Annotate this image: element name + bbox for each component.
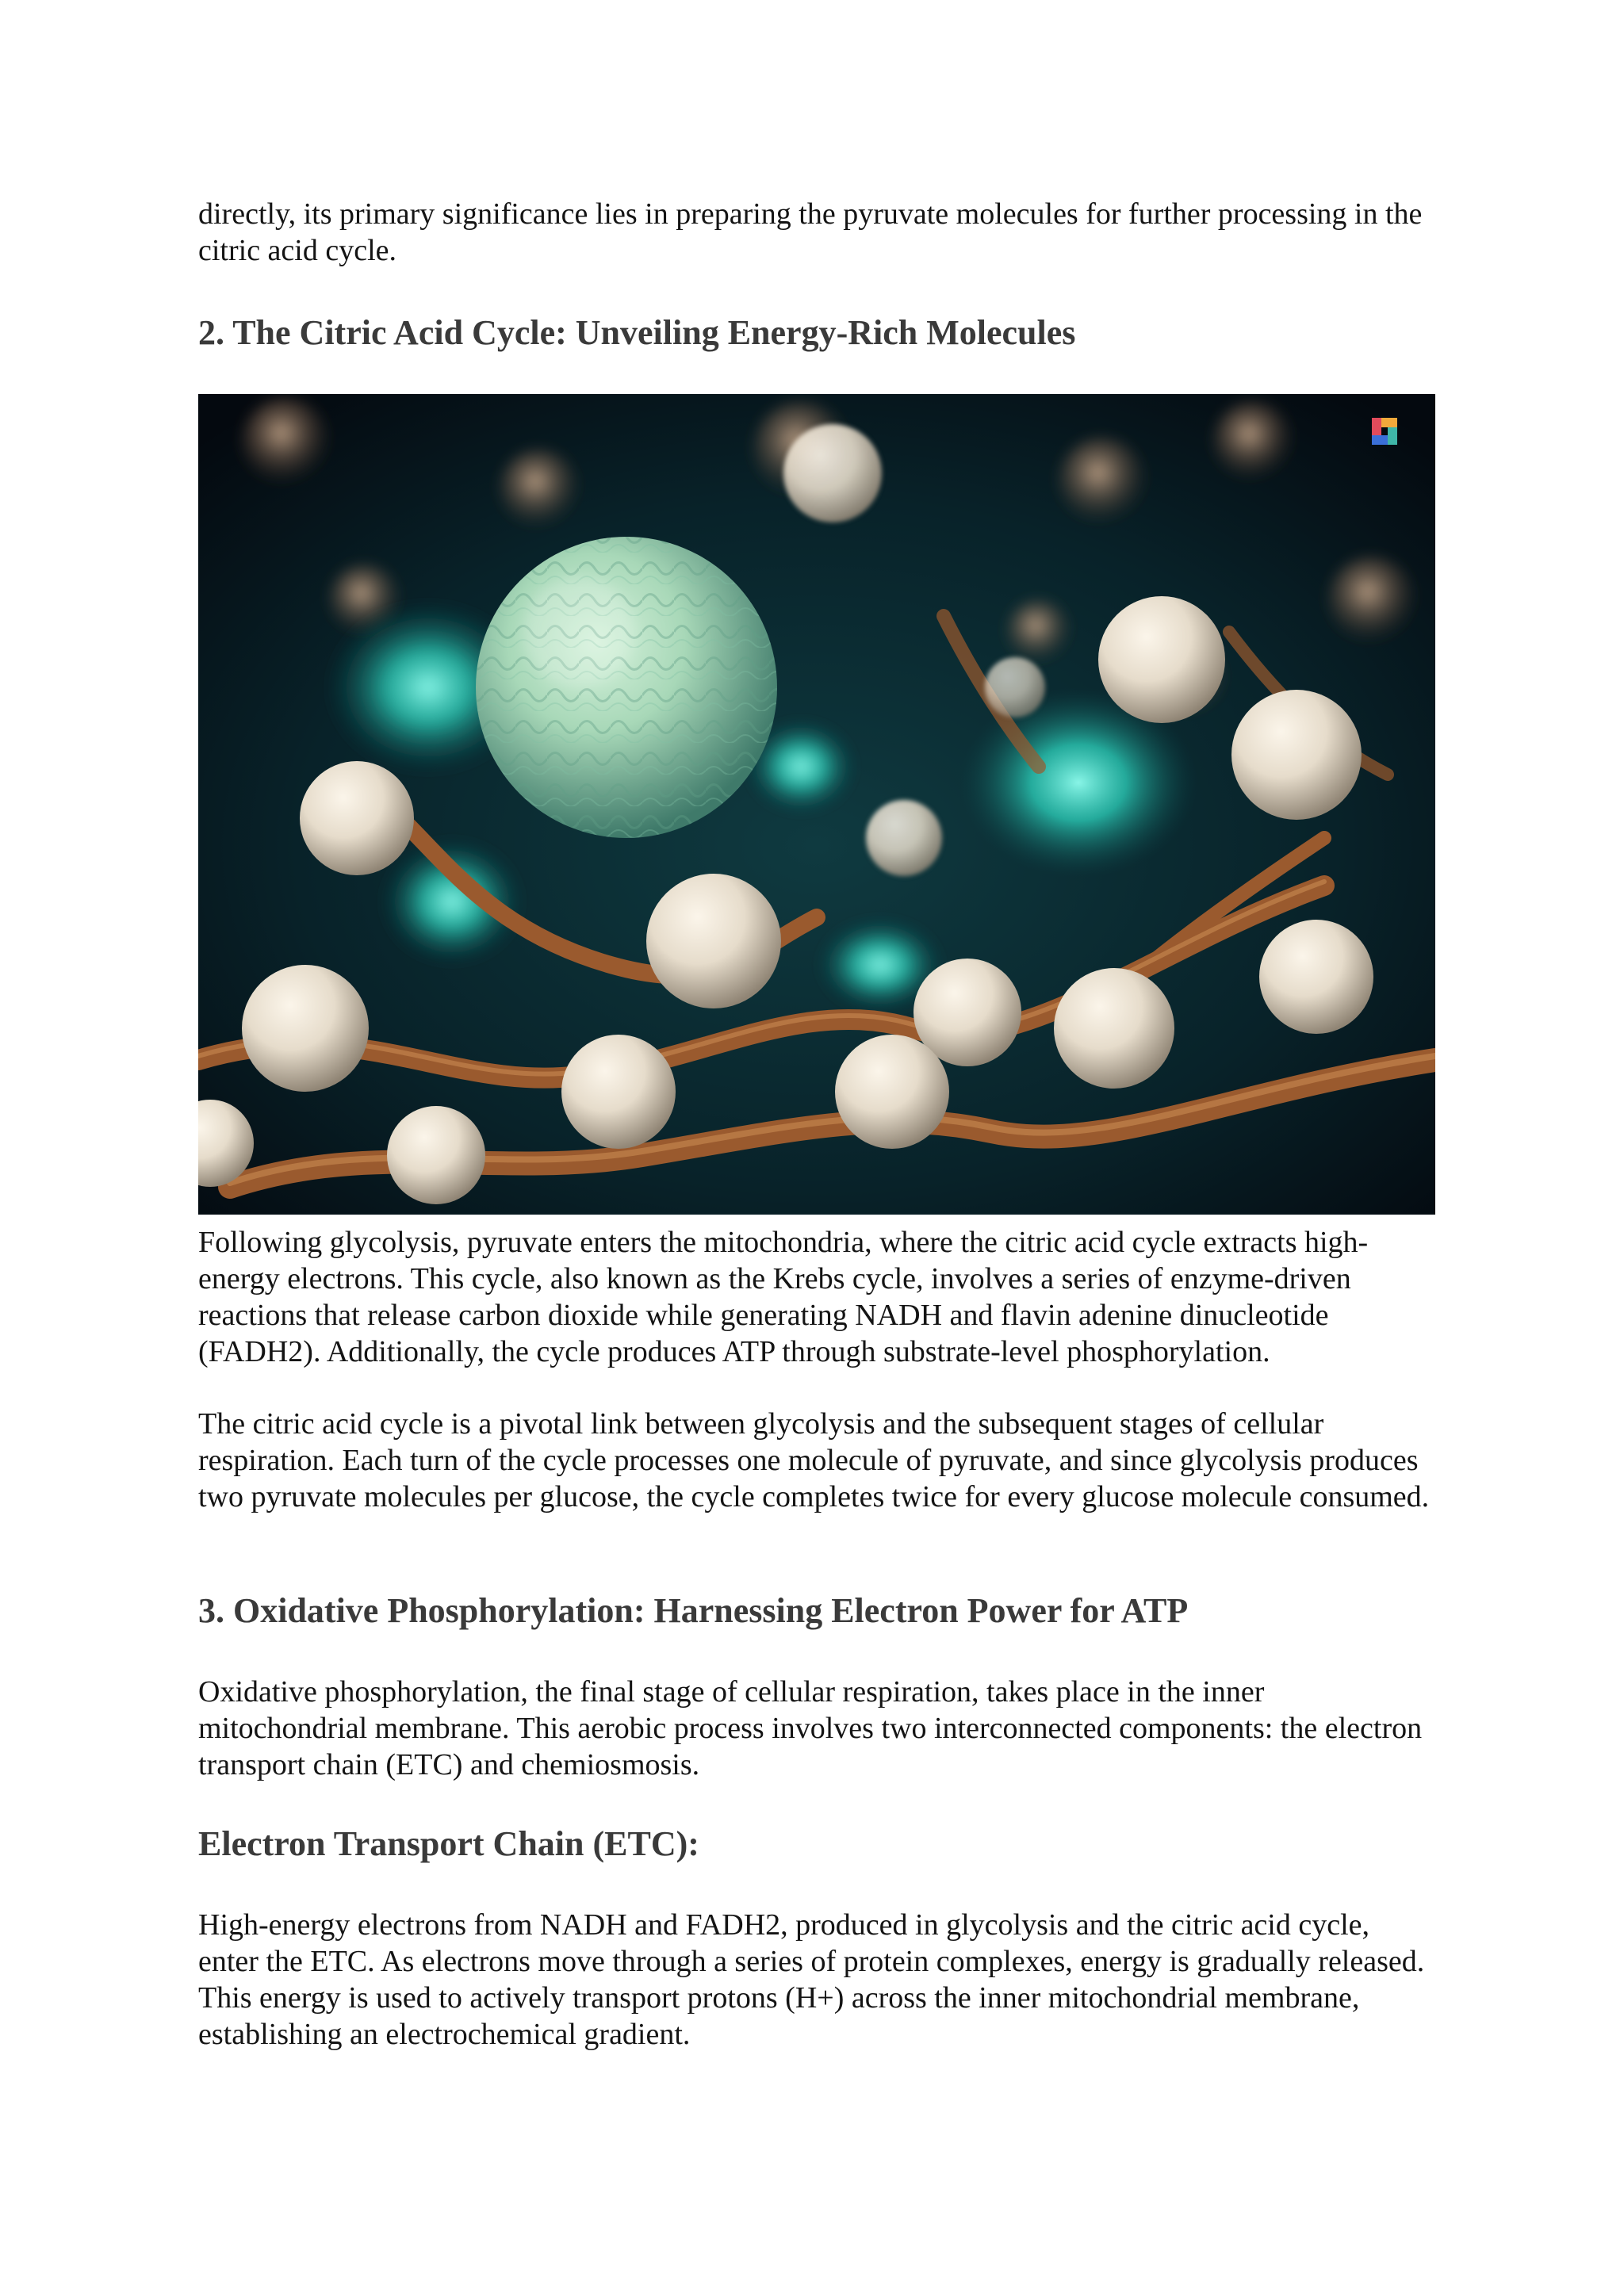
section-3-heading: 3. Oxidative Phosphorylation: Harnessing Electron Power for ATP — [198, 1591, 1189, 1630]
molecule-illustration — [198, 394, 1435, 1215]
section-2-paragraph-2: The citric acid cycle is a pivotal link between glycolysis and the subsequent stages of cellular respiration. Each turn of the cycle processes one molecule of pyruvate, and since glycolysis produces two pyruvate molecules per glucose, the cycle completes twice for every glucose molecule consumed. — [198, 1407, 1430, 1513]
citric-acid-cycle-figure — [198, 394, 1435, 1215]
section-2-heading: 2. The Citric Acid Cycle: Unveiling Energy-Rich Molecules — [198, 313, 1076, 352]
etc-subheading: Electron Transport Chain (ETC): — [198, 1824, 699, 1863]
intro-continuation-paragraph: directly, its primary significance lies in preparing the pyruvate molecules for further processing in the citric acid cycle. — [198, 197, 1423, 267]
section-3-paragraph-1: Oxidative phosphorylation, the final stage of cellular respiration, takes place in the inner mitochondrial membrane. This aerobic process involves two interconnected components: the electron transport chain (ETC) and chemiosmosis. — [198, 1675, 1423, 1781]
section-2-paragraph-1: Following glycolysis, pyruvate enters the mitochondria, where the citric acid cycle extracts high-energy electrons. This cycle, also known as the Krebs cycle, involves a series of enzyme-driven reactions that release carbon dioxide while generating NADH and flavin adenine dinucleotide (FADH2). Additionally, the cycle produces ATP through substrate-level phosphorylation. — [198, 1226, 1369, 1368]
etc-paragraph-1: High-energy electrons from NADH and FADH2, produced in glycolysis and the citric acid cycle, enter the ETC. As electrons move through a series of protein complexes, energy is gradually released. This energy is used to actively transport protons (H+) across the inner mitochondrial membrane, establishing an electrochemical gradient. — [198, 1908, 1425, 2051]
